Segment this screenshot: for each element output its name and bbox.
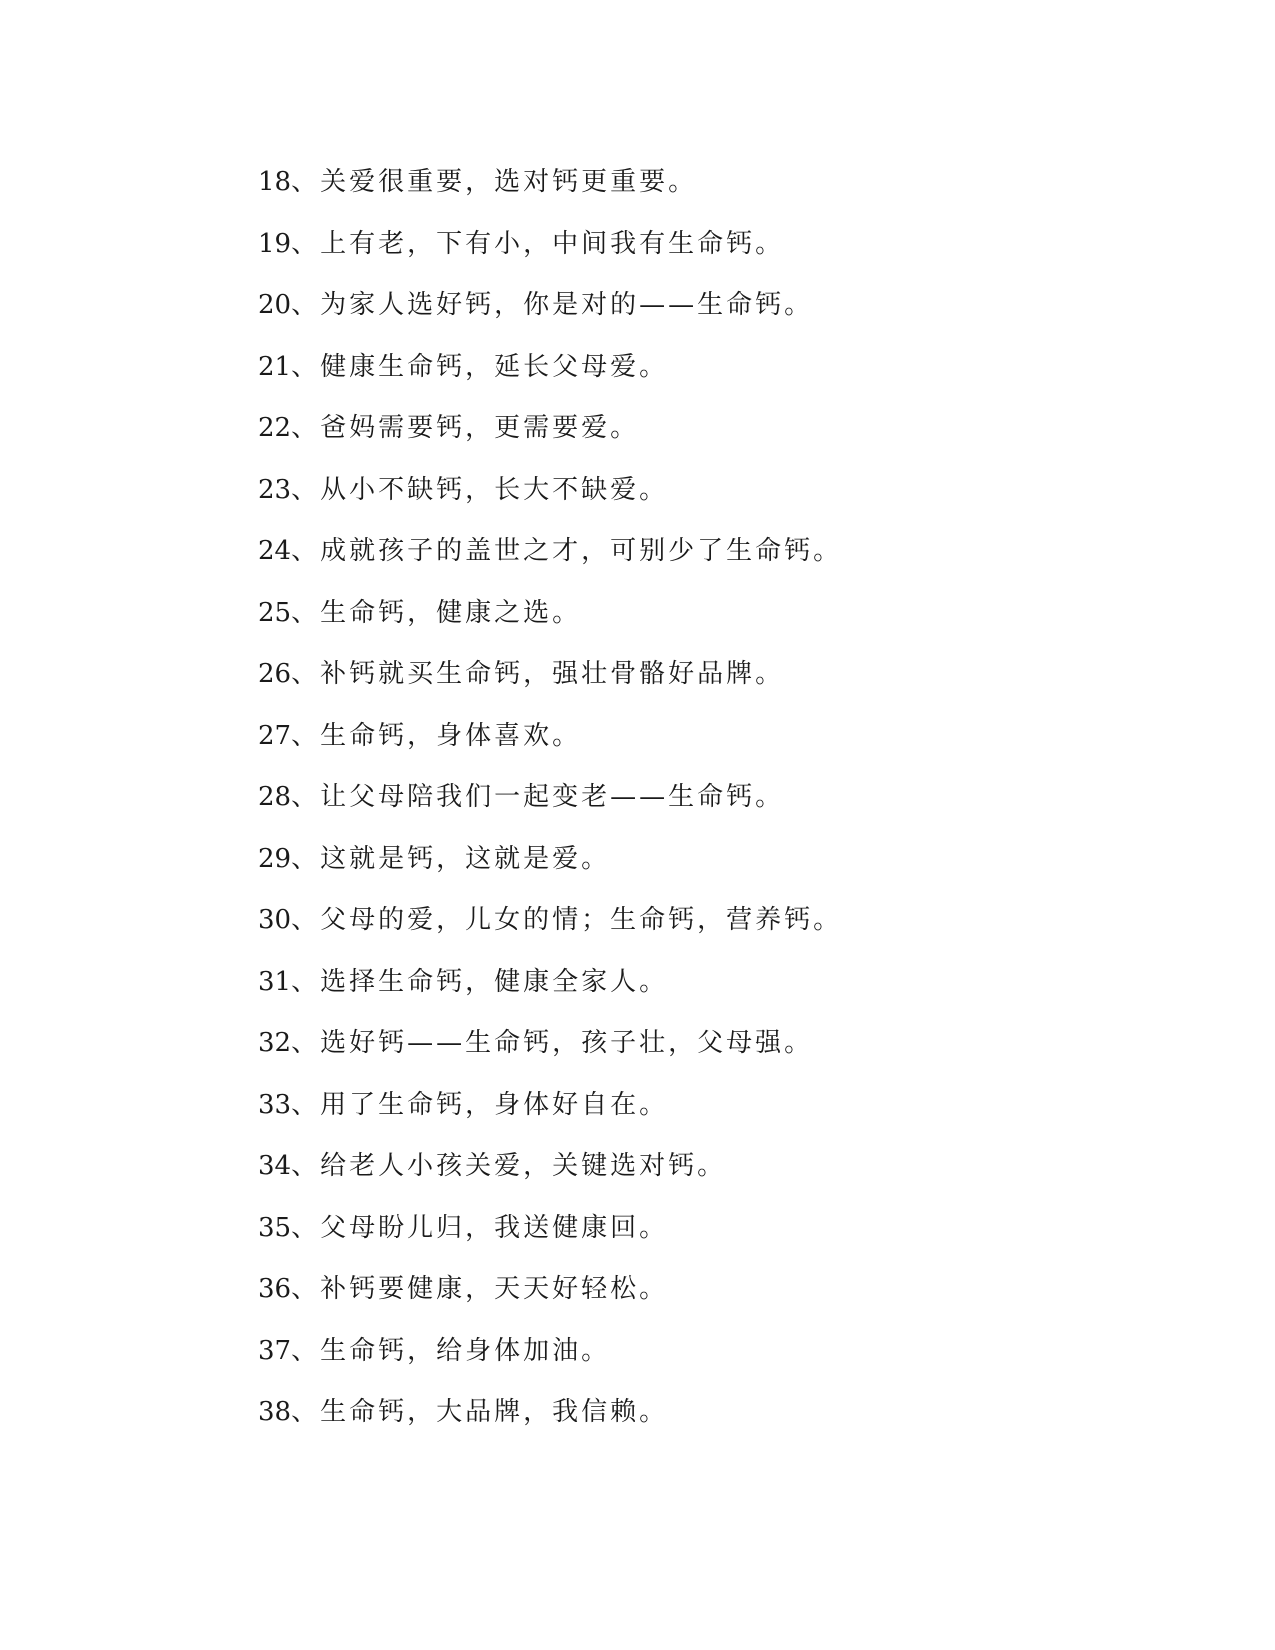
line-number: 25 [258, 597, 292, 628]
line-number: 20 [258, 290, 292, 320]
slogan-line [258, 1086, 1218, 1148]
line-text: 、为家人选好钙，你是对的——生命钙。 [291, 290, 814, 320]
slogan-line [258, 778, 1218, 840]
line-text: 、用了生命钙，身体好自在。 [291, 1089, 669, 1120]
slogan-line [258, 1270, 1218, 1332]
slogan-line [258, 963, 1218, 1025]
line-number: 34 [258, 1151, 292, 1181]
slogan-line [258, 594, 1218, 656]
slogan-line [258, 163, 1218, 225]
slogan-line [258, 1147, 1218, 1209]
line-number: 33 [258, 1089, 292, 1120]
line-text: 、选好钙——生命钙，孩子壮，父母强。 [291, 1028, 814, 1058]
line-number: 37 [258, 1335, 292, 1366]
line-text: 、让父母陪我们一起变老——生命钙。 [291, 782, 785, 812]
slogan-line [258, 1024, 1218, 1086]
line-text: 、生命钙，给身体加油。 [291, 1335, 611, 1366]
slogan-line [258, 901, 1218, 963]
line-text: 、这就是钙，这就是爱。 [291, 843, 611, 874]
slogan-line [258, 225, 1218, 287]
line-text: 、父母盼儿归，我送健康回。 [291, 1212, 669, 1243]
slogan-line [258, 471, 1218, 533]
slogan-line [258, 286, 1218, 348]
line-number: 29 [258, 843, 292, 874]
line-text: 、父母的爱，儿女的情；生命钙，营养钙。 [291, 905, 843, 935]
line-text: 、补钙就买生命钙，强壮骨骼好品牌。 [291, 659, 785, 689]
line-text: 、从小不缺钙，长大不缺爱。 [291, 474, 669, 505]
line-text: 、生命钙，健康之选。 [291, 597, 582, 628]
line-text: 、生命钙，身体喜欢。 [291, 720, 582, 751]
line-number: 28 [258, 782, 292, 812]
line-text: 、成就孩子的盖世之才，可别少了生命钙。 [291, 536, 843, 566]
slogan-line [258, 1393, 1218, 1455]
line-number: 21 [258, 351, 292, 382]
slogan-line [258, 840, 1218, 902]
slogan-line [258, 717, 1218, 779]
line-number: 19 [258, 228, 292, 259]
line-number: 26 [258, 659, 292, 689]
slogan-line [258, 409, 1218, 471]
line-text: 、上有老，下有小，中间我有生命钙。 [291, 228, 785, 259]
line-number: 24 [258, 536, 292, 566]
slogan-line [258, 348, 1218, 410]
line-number: 32 [258, 1028, 292, 1058]
line-text: 、给老人小孩关爱，关键选对钙。 [291, 1151, 727, 1181]
line-number: 23 [258, 474, 292, 505]
line-text: 、关爱很重要，选对钙更重要。 [291, 167, 698, 197]
line-number: 35 [258, 1212, 292, 1243]
slogan-list [258, 163, 1218, 1455]
line-text: 、生命钙，大品牌，我信赖。 [291, 1397, 669, 1427]
line-number: 38 [258, 1397, 292, 1427]
slogan-line [258, 1209, 1218, 1271]
line-number: 30 [258, 905, 292, 935]
slogan-line [258, 1332, 1218, 1394]
line-number: 18 [258, 167, 292, 197]
line-text: 、选择生命钙，健康全家人。 [291, 966, 669, 997]
line-number: 27 [258, 720, 292, 751]
line-text: 、健康生命钙，延长父母爱。 [291, 351, 669, 382]
line-text: 、爸妈需要钙，更需要爱。 [291, 413, 640, 443]
line-number: 31 [258, 966, 292, 997]
slogan-line [258, 532, 1218, 594]
line-text: 、补钙要健康，天天好轻松。 [291, 1274, 669, 1304]
line-number: 22 [258, 413, 292, 443]
line-number: 36 [258, 1274, 292, 1304]
slogan-line [258, 655, 1218, 717]
